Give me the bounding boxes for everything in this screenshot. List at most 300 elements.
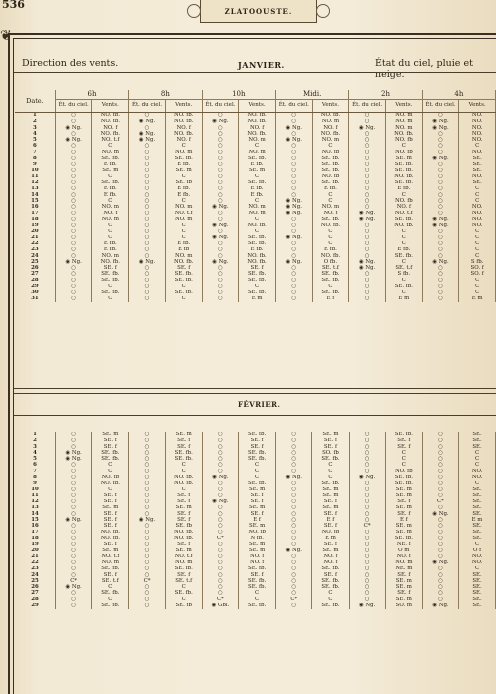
wind-cell: NO. m (239, 137, 276, 143)
wind-cell: C (312, 284, 349, 290)
sky-cell: ○ (349, 542, 385, 548)
sky-cell: ○ (349, 223, 386, 229)
date-cell: 4 (15, 450, 56, 456)
wind-cell: NO. fb. (165, 119, 202, 125)
date-cell: 25 (15, 259, 55, 265)
sky-cell: ○ (202, 542, 238, 548)
date-cell: 1 (15, 113, 55, 120)
february-rule (14, 415, 496, 416)
wind-cell: SE. fb. (385, 475, 422, 481)
wind-cell: SE. fb. (165, 456, 202, 462)
sky-cell: ○ (275, 241, 312, 247)
sky-cell: ○ (129, 229, 166, 235)
sky-cell: ○ (55, 192, 92, 198)
wind-cell: NO. fb (385, 198, 422, 204)
wind-cell: SE. f (165, 493, 202, 499)
sky-cell: ◉ Ng. (349, 259, 386, 265)
sky-cell: ○ (202, 180, 239, 186)
date-cell: 24 (15, 253, 55, 259)
wind-cell: E fb. (165, 186, 202, 192)
sky-cell: ○ (55, 229, 92, 235)
sky-cell: ◉ Ng. (349, 217, 386, 223)
sky-cell: ○ (422, 572, 458, 578)
wind-cell: SE. f (239, 265, 276, 271)
date-cell: 14 (15, 511, 56, 517)
wind-cell: SE. f (312, 444, 349, 450)
wind-cell: NO. f (385, 204, 422, 210)
wind-cell: NO. (459, 125, 496, 131)
wind-cell: C (165, 235, 202, 241)
wind-cell: C (239, 229, 276, 235)
sky-cell: C* (276, 597, 312, 603)
sky-cell: ○ (55, 204, 92, 210)
wind-cell: E f (239, 517, 276, 523)
sky-cell: ○ (202, 517, 238, 523)
sky-cell: ○ (129, 278, 166, 284)
sky-cell: ○ (422, 131, 459, 137)
wind-cell: NO. f (312, 125, 349, 131)
wind-cell: NO. fb. (92, 536, 129, 542)
wind-cell: C (92, 229, 129, 235)
wind-cell: C (459, 290, 496, 296)
sky-cell: ○ (422, 278, 459, 284)
wind-cell: C (459, 192, 496, 198)
date-cell: 24 (15, 572, 56, 578)
date-cell: 26 (15, 584, 56, 590)
sky-cell: ○ (56, 548, 92, 554)
sky-cell: ○ (422, 198, 459, 204)
header-rule (14, 72, 496, 73)
sky-cell: ○ (55, 150, 92, 156)
wind-cell: NO. f (239, 125, 276, 131)
sky-cell: ○ (349, 481, 385, 487)
sky-cell: ○ (422, 235, 459, 241)
sky-cell: ○ (276, 438, 312, 444)
sky-cell: ◉ Ng. (275, 198, 312, 204)
wind-cell: SE. fb. (239, 578, 276, 584)
wind-cell: SO. m (385, 603, 422, 609)
sky-cell: ○ (129, 143, 166, 149)
wind-cell: SE. f (385, 444, 422, 450)
sky-cell: ○ (422, 137, 459, 143)
wind-cell: C (165, 174, 202, 180)
sky-cell: ○ (202, 143, 239, 149)
wind-cell: NO. (459, 150, 496, 156)
wind-cell: SE. fb. (312, 456, 349, 462)
sky-cell: ○ (422, 241, 459, 247)
wind-cell: SE. f (239, 438, 276, 444)
sky-cell: ○ (422, 554, 458, 560)
wind-cell: E fb. (92, 186, 129, 192)
wind-cell: C (385, 450, 422, 456)
wind-cell: C (312, 462, 349, 468)
sky-cell: ○ (422, 487, 458, 493)
sky-cell: ○ (56, 444, 92, 450)
sky-cell: ○ (129, 253, 166, 259)
wind-cell: SE. f (92, 511, 129, 517)
sky-cell: ○ (349, 566, 385, 572)
wind-cell: SE. f (239, 572, 276, 578)
sky-cell: ○ (349, 456, 385, 462)
sky-cell: ○ (129, 542, 165, 548)
sky-cell: ○ (202, 450, 238, 456)
wind-cell: NO. fb. (92, 113, 129, 120)
wind-cell: C (92, 143, 129, 149)
date-cell: 30 (15, 290, 55, 296)
wind-cell: C (165, 229, 202, 235)
wind-cell: SE. fb. (239, 278, 276, 284)
sky-cell: ◉ Ng. (129, 137, 166, 143)
wind-cell: SE. m (385, 505, 422, 511)
sky-cell: ○ (276, 584, 312, 590)
page-number: 536 (2, 0, 25, 11)
sky-cell: ○ (422, 536, 458, 542)
sky-cell: ○ (422, 192, 459, 198)
sky-cell: ○ (202, 125, 239, 131)
sky-cell: ○ (276, 469, 312, 475)
hour-header: Midi. (275, 90, 348, 100)
wind-cell: SE. f (92, 438, 129, 444)
wind-cell: NO. fb (385, 469, 422, 475)
wind-cell: C (459, 247, 496, 253)
date-cell: 10 (15, 168, 55, 174)
corner-ornament-icon: ❦ (0, 28, 12, 44)
wind-cell: SE. f (385, 499, 422, 505)
wind-cell: C (239, 143, 276, 149)
sky-cell: ○ (129, 156, 166, 162)
sky-cell: ○ (202, 241, 239, 247)
february-table (15, 432, 496, 609)
sky-cell: ○ (202, 156, 239, 162)
sky-cell: ○ (276, 572, 312, 578)
wind-cell: SE. f (312, 523, 349, 529)
date-cell: 5 (15, 137, 55, 143)
wind-cell: SE. (459, 572, 496, 578)
wind-cell: SE. m (385, 523, 422, 529)
sky-cell: ○ (129, 493, 165, 499)
sky-cell: ○ (422, 271, 459, 277)
wind-cell: SE. fb. (312, 168, 349, 174)
sky-cell: ○ (349, 150, 386, 156)
sky-cell: ○ (276, 487, 312, 493)
wind-cell: C (312, 475, 349, 481)
sky-cell: ◉ Ng. (422, 156, 459, 162)
wind-cell: C (239, 174, 276, 180)
wind-cell: C (92, 462, 129, 468)
date-cell: 16 (15, 204, 55, 210)
sky-cell: ○ (56, 462, 92, 468)
sky-cell: C* (202, 597, 238, 603)
sky-cell: ○ (422, 530, 458, 536)
sky-cell: ○ (276, 456, 312, 462)
sky-cell: ○ (422, 150, 459, 156)
sky-cell: ○ (202, 174, 239, 180)
date-cell: 15 (15, 517, 56, 523)
wind-cell: SE. (459, 530, 496, 536)
wind-cell: O fb. (312, 259, 349, 265)
sky-cell: ◉ Ng. (276, 475, 312, 481)
wind-cell: SE. m (385, 530, 422, 536)
sky-cell: ○ (422, 290, 459, 296)
wind-cell: SE. (459, 432, 496, 438)
wind-cell: NO. fb. (92, 119, 129, 125)
wind-cell: NO. f (239, 560, 276, 566)
sky-cell: ○ (422, 296, 459, 302)
wind-cell: NO. (459, 131, 496, 137)
sky-cell: ○ (349, 192, 386, 198)
wind-cell: C (312, 469, 349, 475)
wind-cell: NO. fb (92, 475, 129, 481)
sky-cell: ○ (349, 572, 385, 578)
wind-cell: SE. m (312, 432, 349, 438)
sky-cell: ○ (55, 247, 92, 253)
wind-cell: NO. fb. (312, 223, 349, 229)
sky-cell: ○ (422, 566, 458, 572)
wind-cell: C (459, 253, 496, 259)
wind-cell: NO. (459, 211, 496, 217)
wind-cell: NO. fb. (165, 475, 202, 481)
sky-cell: ○ (55, 156, 92, 162)
sky-cell: ○ (276, 505, 312, 511)
date-cell: 12 (15, 180, 55, 186)
wind-cell: E fb. (92, 241, 129, 247)
hour-header: 8h (129, 90, 202, 100)
sky-cell: ○ (276, 530, 312, 536)
wind-cell: C (459, 450, 496, 456)
wind-cell: NO. fb. (92, 131, 129, 137)
sky-cell: ○ (129, 247, 166, 253)
wind-cell: NO. f (92, 211, 129, 217)
wind-cell: SE. m (165, 432, 202, 438)
wind-cell: SE. fb. (385, 536, 422, 542)
sky-cell: ○ (202, 296, 239, 302)
sky-cell: ○ (202, 438, 238, 444)
sky-cell: ○ (276, 499, 312, 505)
date-cell: 9 (15, 481, 56, 487)
sky-cell: C* (56, 578, 92, 584)
wind-cell: SE. fb. (239, 584, 276, 590)
wind-cell: C (92, 469, 129, 475)
wind-cell: E fb. (92, 162, 129, 168)
sky-cell: ○ (202, 131, 239, 137)
sky-cell: ○ (202, 590, 238, 596)
sky-cell: ○ (202, 229, 239, 235)
sky-cell: ◉ Ng. (55, 125, 92, 131)
wind-cell: SE. (459, 487, 496, 493)
sky-cell: ○ (275, 113, 312, 120)
date-cell: 29 (15, 603, 56, 609)
sky-cell: ○ (275, 131, 312, 137)
sky-cell: ○ (349, 487, 385, 493)
wind-cell: C (165, 469, 202, 475)
wind-cell: SE. f (165, 572, 202, 578)
wind-cell: SE. f (92, 265, 129, 271)
wind-cell: SE. fb (165, 180, 202, 186)
wind-cell: C (385, 290, 422, 296)
wind-cell: C (385, 456, 422, 462)
wind-cell: E fb. (165, 162, 202, 168)
wind-cell: SE. fb. (92, 456, 129, 462)
sky-cell: ○ (276, 481, 312, 487)
sky-cell: ○ (275, 162, 312, 168)
sky-cell: ○ (202, 150, 239, 156)
sky-cell: ○ (275, 150, 312, 156)
header-right: État du ciel, pluie et neige. (375, 58, 473, 80)
wind-cell: NO. f (312, 560, 349, 566)
date-cell: 11 (15, 174, 55, 180)
wind-cell: SE. t.f (385, 265, 422, 271)
sky-cell: ○ (275, 168, 312, 174)
wind-cell: SE. f (312, 542, 349, 548)
sky-cell: ○ (276, 493, 312, 499)
wind-cell: SE. fb. (312, 156, 349, 162)
wind-cell: C (459, 566, 496, 572)
sky-cell: ◉ Ng. (275, 137, 312, 143)
wind-cell: SE. f (165, 444, 202, 450)
sky-cell: ○ (56, 469, 92, 475)
sky-cell: ◉ Ng. (422, 560, 458, 566)
wind-cell: SE. m (92, 432, 129, 438)
wind-cell: C (459, 241, 496, 247)
wind-cell: SE. fb. (312, 481, 349, 487)
sky-cell: C* (202, 536, 238, 542)
sky-cell: ○ (275, 192, 312, 198)
sky-cell: ○ (349, 119, 386, 125)
date-cell: 4 (15, 131, 55, 137)
wind-cell: C (239, 198, 276, 204)
sky-cell: ○ (422, 247, 459, 253)
sky-cell: ○ (129, 566, 165, 572)
wind-cell: E fb. (239, 186, 276, 192)
winds-header: Vents. (165, 100, 202, 113)
sky-cell: ○ (56, 603, 92, 609)
wind-cell: NO. f (312, 554, 349, 560)
sky-state-header: Ét. du ciel. (129, 100, 166, 113)
wind-cell: SE. f (239, 499, 276, 505)
wind-cell: C (165, 487, 202, 493)
wind-cell: E fb. (92, 247, 129, 253)
wind-cell: NO. fb (385, 150, 422, 156)
wind-cell: E fb. (239, 162, 276, 168)
wind-cell: NO. fb (312, 174, 349, 180)
sky-cell: ○ (55, 265, 92, 271)
hour-header: 6h (55, 90, 128, 100)
wind-cell: SE. fb. (165, 590, 202, 596)
sky-cell: ○ (56, 475, 92, 481)
sky-cell: ○ (129, 499, 165, 505)
wind-cell: SE. fb. (239, 290, 276, 296)
sky-cell: ○ (275, 186, 312, 192)
date-cell: 3 (15, 444, 56, 450)
sky-cell: ○ (349, 271, 386, 277)
wind-cell: C (239, 469, 276, 475)
wind-cell: SE. fb. (239, 235, 276, 241)
sky-cell: ○ (422, 432, 458, 438)
sky-cell: ○ (129, 265, 166, 271)
sky-cell: ◉ Ng. (275, 125, 312, 131)
date-cell: 6 (15, 143, 55, 149)
wind-cell: SE. m (385, 597, 422, 603)
sky-cell: ◉ Ng. (275, 259, 312, 265)
wind-cell: SE. (459, 523, 496, 529)
sky-cell: ○ (56, 530, 92, 536)
wind-cell: SE. fb. (92, 278, 129, 284)
sky-cell: ○ (129, 487, 165, 493)
date-cell: 22 (15, 560, 56, 566)
sky-cell: ○ (56, 590, 92, 596)
wind-cell: SE. m (165, 505, 202, 511)
sky-cell: ○ (55, 198, 92, 204)
wind-cell: SE. fb. (312, 578, 349, 584)
wind-cell: C (92, 296, 129, 302)
wind-cell: C (385, 143, 422, 149)
sky-cell: ○ (56, 487, 92, 493)
sky-cell: ○ (202, 278, 239, 284)
sky-cell: ○ (422, 180, 459, 186)
sky-cell: ○ (56, 493, 92, 499)
date-cell: 3 (15, 125, 55, 131)
sky-cell: ○ (129, 523, 165, 529)
wind-cell: NO. f (165, 137, 202, 143)
wind-cell: E fb. (312, 186, 349, 192)
sky-cell: ◉ Ng. (422, 125, 459, 131)
wind-cell: SE. m (92, 548, 129, 554)
sky-cell: ○ (276, 450, 312, 456)
wind-cell: SE. f (165, 542, 202, 548)
wind-cell: SE. m (239, 168, 276, 174)
date-cell: 27 (15, 590, 56, 596)
sky-cell: ○ (129, 505, 165, 511)
wind-cell: SE. fb. (92, 290, 129, 296)
sky-cell: ○ (129, 223, 166, 229)
sky-cell: ○ (422, 211, 459, 217)
sky-cell: ○ (129, 456, 165, 462)
wind-cell: SE. m (385, 156, 422, 162)
wind-cell: NO. fb. (165, 536, 202, 542)
sky-cell: ◉ Ng. (349, 475, 385, 481)
sky-cell: ○ (129, 475, 165, 481)
wind-cell: SE. (459, 590, 496, 596)
sky-cell: ○ (349, 597, 385, 603)
wind-cell: C (385, 241, 422, 247)
sky-cell: ○ (275, 271, 312, 277)
date-cell: 21 (15, 235, 55, 241)
sky-cell: ○ (129, 597, 165, 603)
sky-cell: ○ (202, 523, 238, 529)
sky-cell: ○ (202, 253, 239, 259)
sky-cell: ○ (56, 536, 92, 542)
sky-cell: ○ (129, 554, 165, 560)
date-cell: 11 (15, 493, 56, 499)
wind-cell: SE. fb. (385, 217, 422, 223)
wind-cell: NO. m (92, 253, 129, 259)
wind-cell: SO. f (459, 271, 496, 277)
wind-cell: SE. f (165, 265, 202, 271)
sky-cell: ○ (129, 235, 166, 241)
wind-cell: C (165, 462, 202, 468)
sky-cell: ○ (275, 284, 312, 290)
wind-cell: SE. m (312, 548, 349, 554)
sky-cell: ◉ Ng. (56, 517, 92, 523)
sky-cell: ○ (55, 119, 92, 125)
sky-cell: ○ (202, 505, 238, 511)
wind-cell: E fb. (385, 247, 422, 253)
sky-cell: ○ (422, 590, 458, 596)
wind-cell: NO. m (239, 150, 276, 156)
wind-cell: O m (385, 548, 422, 554)
wind-cell: NE. f (385, 542, 422, 548)
wind-cell: SE. fb. (165, 278, 202, 284)
